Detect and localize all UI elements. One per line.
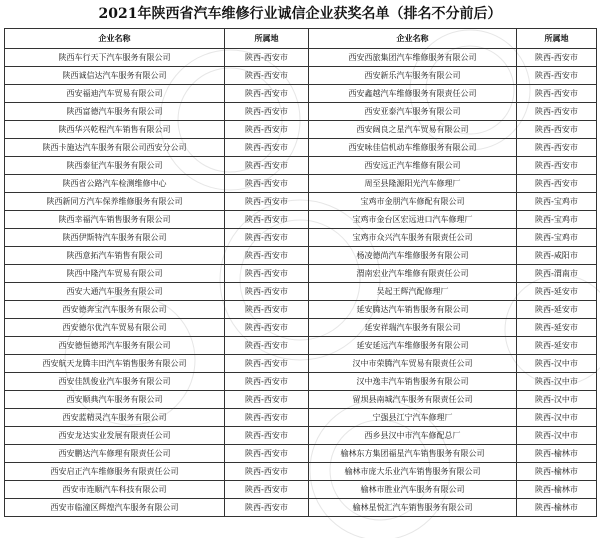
location-cell: 陕西-西安市 bbox=[225, 175, 309, 193]
company-name-cell: 留坝县南城汽车服务有限责任公司 bbox=[309, 391, 517, 409]
company-name-cell: 西安阔良之星汽车贸易有限公司 bbox=[309, 121, 517, 139]
company-name-cell: 西安佳凯俊业汽车服务有限公司 bbox=[5, 373, 225, 391]
location-cell: 陕西-西安市 bbox=[517, 121, 597, 139]
location-cell: 陕西-西安市 bbox=[225, 157, 309, 175]
location-cell: 陕西-西安市 bbox=[225, 211, 309, 229]
location-cell: 陕西-西安市 bbox=[225, 337, 309, 355]
table-row bbox=[5, 301, 597, 319]
company-name-cell: 宝鸡市金台区宏远进口汽车修理厂 bbox=[309, 211, 517, 229]
table-row bbox=[5, 283, 597, 301]
location-cell: 陕西-西安市 bbox=[517, 139, 597, 157]
location-cell: 陕西-宝鸡市 bbox=[517, 211, 597, 229]
location-cell: 陕西-西安市 bbox=[225, 67, 309, 85]
header-right-location: 所属地 bbox=[517, 29, 597, 49]
table-row bbox=[5, 391, 597, 409]
company-name-cell: 渭南宏业汽车维修有限责任公司 bbox=[309, 265, 517, 283]
company-name-cell: 西安市连顺汽车科技有限公司 bbox=[5, 481, 225, 499]
location-cell: 陕西-西安市 bbox=[225, 445, 309, 463]
table-header-row bbox=[5, 29, 597, 49]
location-cell: 陕西-西安市 bbox=[225, 265, 309, 283]
location-cell: 陕西-咸阳市 bbox=[517, 247, 597, 265]
company-name-cell: 西安大通汽车服务有限公司 bbox=[5, 283, 225, 301]
company-name-cell: 陕西卡施达汽车服务有限公司西安分公司 bbox=[5, 139, 225, 157]
location-cell: 陕西-榆林市 bbox=[517, 463, 597, 481]
company-name-cell: 汉中逸丰汽车销售服务有限公司 bbox=[309, 373, 517, 391]
company-name-cell: 杨凌德尚汽车维修服务有限公司 bbox=[309, 247, 517, 265]
company-name-cell: 陕西中隆汽车贸易有限公司 bbox=[5, 265, 225, 283]
company-name-cell: 西安德奔宝汽车服务有限公司 bbox=[5, 301, 225, 319]
table-row bbox=[5, 481, 597, 499]
location-cell: 陕西-延安市 bbox=[517, 301, 597, 319]
company-name-cell: 陕西华兴乾程汽车销售有限公司 bbox=[5, 121, 225, 139]
location-cell: 陕西-西安市 bbox=[225, 319, 309, 337]
company-name-cell: 陕西新同方汽车保养维修服务有限公司 bbox=[5, 193, 225, 211]
company-name-cell: 西安咏佳信机动车维修服务有限公司 bbox=[309, 139, 517, 157]
company-name-cell: 榆林星悦汇汽车销售服务有限公司 bbox=[309, 499, 517, 517]
location-cell: 陕西-西安市 bbox=[225, 301, 309, 319]
table-row bbox=[5, 499, 597, 517]
company-name-cell: 吴起王辉汽配修理厂 bbox=[309, 283, 517, 301]
table-row bbox=[5, 445, 597, 463]
location-cell: 陕西-西安市 bbox=[225, 283, 309, 301]
company-name-cell: 西安德尔优汽车贸易有限公司 bbox=[5, 319, 225, 337]
table-row bbox=[5, 157, 597, 175]
company-name-cell: 宝鸡市金朋汽车修配有限公司 bbox=[309, 193, 517, 211]
company-name-cell: 陕西泰征汽车服务有限公司 bbox=[5, 157, 225, 175]
company-name-cell: 西安航天龙腾丰田汽车销售服务有限公司 bbox=[5, 355, 225, 373]
table-row bbox=[5, 103, 597, 121]
company-name-cell: 西安福迪汽车贸易有限公司 bbox=[5, 85, 225, 103]
location-cell: 陕西-延安市 bbox=[517, 283, 597, 301]
company-name-cell: 陕西意拓汽车销售有限公司 bbox=[5, 247, 225, 265]
location-cell: 陕西-榆林市 bbox=[517, 445, 597, 463]
header-left-name: 企业名称 bbox=[5, 29, 225, 49]
company-name-cell: 西安蓝精灵汽车服务有限公司 bbox=[5, 409, 225, 427]
location-cell: 陕西-西安市 bbox=[225, 49, 309, 67]
table-row bbox=[5, 175, 597, 193]
location-cell: 陕西-西安市 bbox=[225, 409, 309, 427]
company-name-cell: 陕西省公路汽车检测维修中心 bbox=[5, 175, 225, 193]
table-row bbox=[5, 355, 597, 373]
location-cell: 陕西-西安市 bbox=[225, 481, 309, 499]
location-cell: 陕西-西安市 bbox=[225, 193, 309, 211]
company-name-cell: 西安西旅集团汽车维修服务有限公司 bbox=[309, 49, 517, 67]
table-row bbox=[5, 49, 597, 67]
location-cell: 陕西-汉中市 bbox=[517, 355, 597, 373]
table-row bbox=[5, 427, 597, 445]
company-name-cell: 西安德恒德邦汽车服务有限公司 bbox=[5, 337, 225, 355]
location-cell: 陕西-西安市 bbox=[225, 499, 309, 517]
table-row bbox=[5, 193, 597, 211]
location-cell: 陕西-西安市 bbox=[225, 121, 309, 139]
location-cell: 陕西-宝鸡市 bbox=[517, 193, 597, 211]
company-name-cell: 西安启正汽车维修服务有限责任公司 bbox=[5, 463, 225, 481]
company-name-cell: 西乡县汉中市汽车修配总厂 bbox=[309, 427, 517, 445]
company-name-cell: 陕西诚信达汽车服务有限公司 bbox=[5, 67, 225, 85]
company-name-cell: 陕西伊斯特汽车服务有限公司 bbox=[5, 229, 225, 247]
company-name-cell: 延安腾达汽车销售服务有限公司 bbox=[309, 301, 517, 319]
table-body bbox=[5, 49, 597, 517]
company-name-cell: 西安龙达实业发展有限责任公司 bbox=[5, 427, 225, 445]
location-cell: 陕西-汉中市 bbox=[517, 373, 597, 391]
table-row bbox=[5, 463, 597, 481]
company-name-cell: 延安祥瑞汽车服务有限公司 bbox=[309, 319, 517, 337]
company-name-cell: 延安延远汽车维修服务有限公司 bbox=[309, 337, 517, 355]
company-name-cell: 西安亚泰汽车服务有限公司 bbox=[309, 103, 517, 121]
location-cell: 陕西-西安市 bbox=[225, 463, 309, 481]
location-cell: 陕西-榆林市 bbox=[517, 481, 597, 499]
location-cell: 陕西-西安市 bbox=[517, 175, 597, 193]
company-name-cell: 西安远正汽车维修有限公司 bbox=[309, 157, 517, 175]
location-cell: 陕西-西安市 bbox=[225, 139, 309, 157]
table-row bbox=[5, 67, 597, 85]
location-cell: 陕西-西安市 bbox=[225, 427, 309, 445]
location-cell: 陕西-渭南市 bbox=[517, 265, 597, 283]
location-cell: 陕西-西安市 bbox=[517, 67, 597, 85]
page-title: 2021年陕西省汽车维修行业诚信企业获奖名单（排名不分前后） bbox=[98, 6, 502, 22]
company-name-cell: 西安鹏达汽车修理有限责任公司 bbox=[5, 445, 225, 463]
location-cell: 陕西-西安市 bbox=[517, 85, 597, 103]
company-name-cell: 榆林东方集团福星汽车销售服务有限公司 bbox=[309, 445, 517, 463]
company-name-cell: 榆林市庞大乐业汽车销售服务有限公司 bbox=[309, 463, 517, 481]
table-row bbox=[5, 211, 597, 229]
company-name-cell: 陕西富德汽车服务有限公司 bbox=[5, 103, 225, 121]
table-row bbox=[5, 409, 597, 427]
location-cell: 陕西-西安市 bbox=[225, 355, 309, 373]
header-left-location: 所属地 bbox=[225, 29, 309, 49]
table-row bbox=[5, 121, 597, 139]
location-cell: 陕西-宝鸡市 bbox=[517, 229, 597, 247]
company-name-cell: 西安新乐汽车服务有限公司 bbox=[309, 67, 517, 85]
location-cell: 陕西-西安市 bbox=[225, 391, 309, 409]
location-cell: 陕西-延安市 bbox=[517, 319, 597, 337]
location-cell: 陕西-西安市 bbox=[517, 103, 597, 121]
location-cell: 陕西-西安市 bbox=[517, 49, 597, 67]
company-name-cell: 西安市临潼区辉煌汽车服务有限公司 bbox=[5, 499, 225, 517]
company-name-cell: 榆林市胜业汽车服务有限公司 bbox=[309, 481, 517, 499]
table-row bbox=[5, 319, 597, 337]
location-cell: 陕西-汉中市 bbox=[517, 427, 597, 445]
company-name-cell: 周至县隆源阳光汽车修理厂 bbox=[309, 175, 517, 193]
location-cell: 陕西-汉中市 bbox=[517, 409, 597, 427]
location-cell: 陕西-西安市 bbox=[225, 373, 309, 391]
location-cell: 陕西-西安市 bbox=[225, 229, 309, 247]
company-name-cell: 西安顺典汽车服务有限公司 bbox=[5, 391, 225, 409]
location-cell: 陕西-榆林市 bbox=[517, 499, 597, 517]
table-row bbox=[5, 265, 597, 283]
location-cell: 陕西-西安市 bbox=[225, 247, 309, 265]
company-name-cell: 宁强县江宁汽车修理厂 bbox=[309, 409, 517, 427]
company-name-cell: 陕西幸福汽车销售服务有限公司 bbox=[5, 211, 225, 229]
awards-table bbox=[4, 28, 597, 517]
company-name-cell: 宝鸡市众兴汽车服务有限责任公司 bbox=[309, 229, 517, 247]
table-row bbox=[5, 139, 597, 157]
location-cell: 陕西-延安市 bbox=[517, 337, 597, 355]
location-cell: 陕西-西安市 bbox=[225, 103, 309, 121]
table-row bbox=[5, 247, 597, 265]
header-right-name: 企业名称 bbox=[309, 29, 517, 49]
table-row bbox=[5, 373, 597, 391]
table-row bbox=[5, 229, 597, 247]
table-row bbox=[5, 85, 597, 103]
table-row bbox=[5, 337, 597, 355]
company-name-cell: 陕西车行天下汽车服务有限公司 bbox=[5, 49, 225, 67]
location-cell: 陕西-西安市 bbox=[517, 157, 597, 175]
company-name-cell: 西安鑫越汽车维修服务有限责任公司 bbox=[309, 85, 517, 103]
location-cell: 陕西-西安市 bbox=[225, 85, 309, 103]
location-cell: 陕西-汉中市 bbox=[517, 391, 597, 409]
company-name-cell: 汉中市荣腾汽车贸易有限责任公司 bbox=[309, 355, 517, 373]
